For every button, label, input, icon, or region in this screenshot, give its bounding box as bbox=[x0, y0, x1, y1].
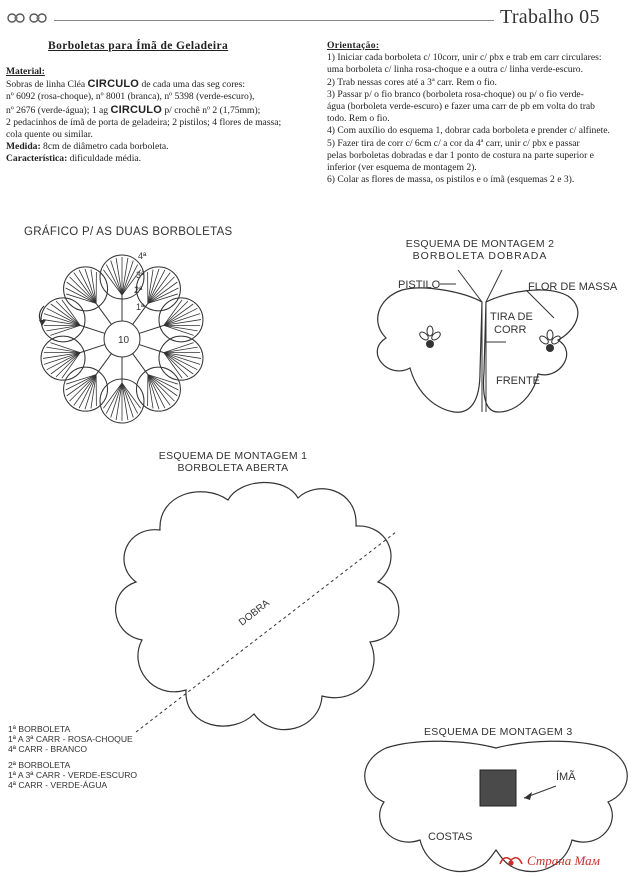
flower-left-icon bbox=[418, 326, 442, 348]
chart-start-arrow bbox=[39, 306, 46, 326]
legend-b2-line-2: 4ª CARR - VERDE-ÁGUA bbox=[8, 780, 108, 790]
header-rule bbox=[54, 20, 494, 21]
orientacao-line-10: inferior (ver esquema de montagem 2). bbox=[327, 162, 477, 174]
chart-spoke bbox=[96, 354, 111, 375]
header-logo bbox=[6, 8, 50, 28]
scallop-fan bbox=[64, 367, 108, 411]
row-label-3: 3ª bbox=[136, 270, 145, 280]
scallop-fan bbox=[136, 367, 180, 411]
ima-label: ÍMÃ bbox=[556, 771, 576, 783]
caracteristica-line: Característica: dificuldade média. bbox=[6, 153, 142, 165]
costas-label: COSTAS bbox=[428, 831, 473, 843]
orientacao-line-5: água (borboleta verde-escuro) e fazer uma carr de pb em volta do trab bbox=[327, 101, 595, 113]
material-line-5: cola quente ou similar. bbox=[6, 129, 93, 141]
medida-line: Medida: 8cm de diâmetro cada borboleta. bbox=[6, 141, 169, 153]
orientacao-line-7: 4) Com auxílio do esquema 1, dobrar cada borboleta e prender c/ alfinete. bbox=[327, 125, 610, 137]
brand-logo-2: CIRCULO bbox=[110, 103, 162, 116]
chart-spoke bbox=[139, 325, 164, 333]
scallop-fan bbox=[159, 298, 203, 342]
pistilo-label: PISTILO bbox=[398, 279, 441, 291]
legend-b1-line-2: 4ª CARR - BRANCO bbox=[8, 744, 88, 754]
chart-spoke bbox=[96, 303, 111, 324]
esquema3-title: ESQUEMA DE MONTAGEM 3 bbox=[424, 726, 573, 738]
scallop-fan bbox=[64, 267, 108, 311]
watermark bbox=[498, 852, 600, 870]
legend-block bbox=[8, 724, 208, 790]
legend-b2-line-1: 1ª A 3ª CARR - VERDE-ESCURO bbox=[8, 770, 138, 780]
legend-b2-title: 2ª BORBOLETA bbox=[8, 760, 71, 770]
flor-label: FLOR DE MASSA bbox=[528, 281, 618, 293]
watermark-logo-icon bbox=[498, 852, 524, 870]
esquema1-title: ESQUEMA DE MONTAGEM 1 BORBOLETA ABERTA bbox=[158, 450, 308, 474]
orientacao-line-3: 2) Trab nessas cores até a 3ª carr. Rem o fio. bbox=[327, 76, 497, 88]
dobra-label: DOBRA bbox=[237, 597, 272, 629]
material-block bbox=[6, 66, 306, 166]
scallop-fan bbox=[159, 336, 203, 380]
magnet-square bbox=[480, 770, 516, 806]
scallop-fan bbox=[41, 298, 85, 342]
orientacao-line-1: 1) Iniciar cada borboleta c/ 10corr, unir c/ pbx e trab em carr circulares: bbox=[327, 52, 602, 64]
chart-spoke bbox=[133, 354, 148, 375]
row-label-2: 2ª bbox=[134, 285, 143, 295]
work-title: Trabalho 05 bbox=[500, 6, 600, 28]
chart-spoke bbox=[80, 345, 105, 353]
orientacao-line-4: 3) Passar p/ o fio branco (borboleta rosa-choque) ou p/ o fio verde- bbox=[327, 88, 584, 100]
legend-b1-title: 1ª BORBOLETA bbox=[8, 724, 71, 734]
esquema1-diagram bbox=[108, 474, 438, 744]
material-line-1: Sobras de linha Cléa CIRCULO de cada uma das seg cores: bbox=[6, 78, 246, 91]
scallop-fan bbox=[41, 336, 85, 380]
scallop-fan bbox=[100, 379, 144, 423]
orientacao-line-8: 5) Fazer tira de corr c/ 6cm c/ a cor da 4ª carr, unir c/ pbx e passar bbox=[327, 137, 580, 149]
orientacao-line-2: uma borboleta c/ linha rosa-choque e a outra c/ linha verde-escuro. bbox=[327, 64, 583, 76]
crochet-chart bbox=[22, 244, 222, 434]
tira-label-1: TIRA DE bbox=[490, 311, 533, 323]
chart-center-label: 10 bbox=[118, 335, 130, 346]
chart-spoke bbox=[139, 345, 164, 353]
ima-arrowhead bbox=[524, 792, 532, 800]
brand-logo-1: CIRCULO bbox=[87, 78, 140, 91]
orientacao-block bbox=[327, 40, 633, 186]
dobra-line bbox=[136, 532, 396, 732]
row-label-1: 1ª bbox=[136, 302, 145, 312]
chart-spoke bbox=[80, 325, 105, 333]
orientacao-line-9: pelas borboletas dobradas e dar 1 ponto de costura na parte superior e bbox=[327, 149, 594, 161]
article-title: Borboletas para Ímã de Geladeira bbox=[48, 40, 229, 52]
butterfly-logo-icon bbox=[6, 8, 50, 28]
antenna-right bbox=[486, 270, 502, 302]
grafico-title: GRÁFICO P/ AS DUAS BORBOLETAS bbox=[24, 226, 233, 238]
watermark-text: Страна Мам bbox=[527, 853, 600, 868]
flower-right-icon bbox=[538, 330, 562, 352]
esquema2-title: ESQUEMA DE MONTAGEM 2 BORBOLETA DOBRADA bbox=[405, 238, 555, 262]
material-line-4: 2 pedacinhos de ímã de porta de geladeira; 2 pistilos; 4 flores de massa; bbox=[6, 116, 282, 128]
tira-label-2: CORR bbox=[494, 324, 527, 336]
material-line-2: nº 6092 (rosa-choque), nº 8001 (branca), nº 5398 (verde-escuro), bbox=[6, 91, 255, 103]
frente-label: FRENTE bbox=[496, 375, 540, 387]
material-line-3: nº 2676 (verde-água); 1 ag CIRCULO p/ crochê nº 2 (1,75mm); bbox=[6, 103, 261, 116]
legend-b1-line-1: 1ª A 3ª CARR - ROSA-CHOQUE bbox=[8, 734, 133, 744]
esquema2-diagram bbox=[346, 262, 618, 432]
orientacao-heading: Orientação: bbox=[327, 40, 380, 51]
row-label-4: 4ª bbox=[138, 251, 147, 261]
material-heading: Material: bbox=[6, 66, 45, 77]
orientacao-line-6: todo. Rem o fio. bbox=[327, 113, 390, 125]
orientacao-line-11: 6) Colar as flores de massa, os pistilos e o ímã (esquemas 2 e 3). bbox=[327, 174, 575, 186]
